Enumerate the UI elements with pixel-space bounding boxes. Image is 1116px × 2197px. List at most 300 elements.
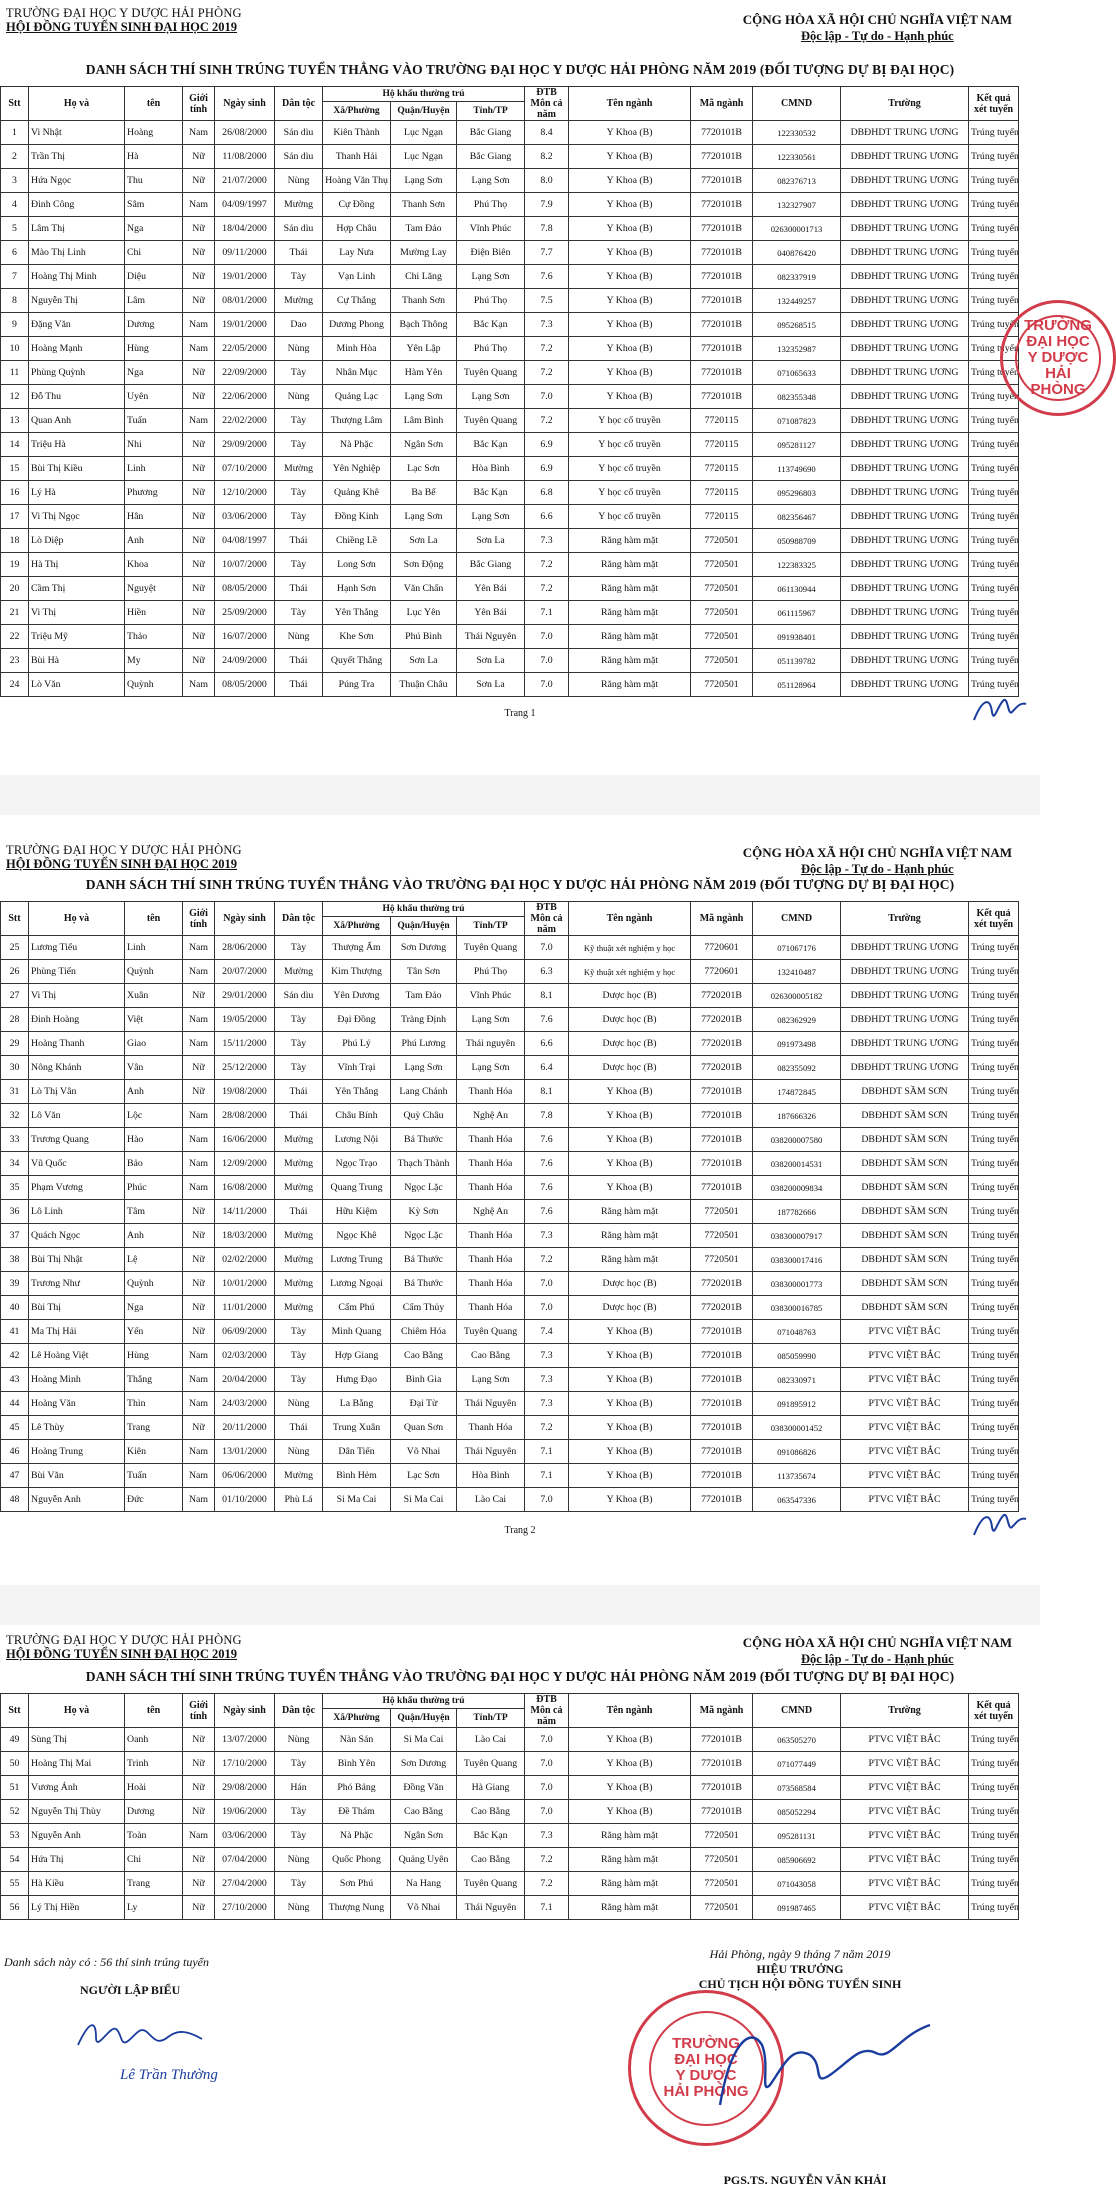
table-cell: DBĐHDT TRUNG ƯƠNG [841, 553, 969, 577]
table-cell: Nhân Mục [323, 361, 391, 385]
table-cell: Mường [275, 1464, 323, 1488]
table-cell: Toàn [125, 1824, 183, 1848]
table-cell: Trúng tuyển [969, 145, 1019, 169]
table-cell: 7720501 [691, 1248, 753, 1272]
table-cell: 7720101B [691, 265, 753, 289]
stamp-line: Y DƯỢC [1027, 348, 1089, 366]
table-cell: 061115967 [753, 601, 841, 625]
table-cell: Hoàng Minh [29, 1368, 125, 1392]
table-cell: 48 [1, 1488, 29, 1512]
table-cell: Tuấn [125, 1464, 183, 1488]
table-cell: 7720101B [691, 1128, 753, 1152]
table-cell: Cẩm Thủy [391, 1296, 457, 1320]
table-cell: 7720101B [691, 1080, 753, 1104]
table-cell: Lục Ngạn [391, 121, 457, 145]
table-cell: Chiêm Hóa [391, 1320, 457, 1344]
table-cell: Phù Lá [275, 1488, 323, 1512]
table-cell: DBĐHDT TRUNG ƯƠNG [841, 529, 969, 553]
table-cell: Nữ [183, 529, 215, 553]
table-cell: Cự Thắng [323, 289, 391, 313]
table-cell: PTVC VIỆT BẮC [841, 1824, 969, 1848]
col-truong: Trường [841, 1694, 969, 1728]
table-cell: 113735674 [753, 1464, 841, 1488]
table-row [1, 1368, 1019, 1392]
table-cell: Y Khoa (B) [569, 337, 691, 361]
table-cell: Lâm [125, 289, 183, 313]
table-row [1, 1872, 1019, 1896]
table-cell: 25/12/2000 [215, 1056, 275, 1080]
table-cell: 7.3 [525, 1224, 569, 1248]
col-ho: Họ và [29, 1694, 125, 1728]
table-cell: Nhi [125, 433, 183, 457]
table-cell: 16 [1, 481, 29, 505]
table-cell: Nữ [183, 1776, 215, 1800]
table-header-row [1, 87, 1019, 102]
col-stt: Stt [1, 902, 29, 936]
table-cell: Quảng Uyên [391, 1848, 457, 1872]
table-cell: Sán dìu [275, 984, 323, 1008]
page-gap [0, 1585, 1040, 1625]
table-cell: Thanh Hóa [457, 1296, 525, 1320]
table-cell: Phùng Quỳnh [29, 361, 125, 385]
page-3 [0, 1625, 1040, 2197]
signer-role: HIỆU TRƯỞNG [756, 1962, 844, 1976]
table-cell: Đề Thám [323, 1800, 391, 1824]
table-cell: 7720101B [691, 241, 753, 265]
table-cell: Răng hàm mặt [569, 1896, 691, 1920]
table-cell: Linh [125, 457, 183, 481]
table-cell: Trúng tuyển [969, 1224, 1019, 1248]
table-cell: Hân [125, 505, 183, 529]
table-cell: Bạch Thông [391, 313, 457, 337]
table-cell: Trúng tuyển [969, 577, 1019, 601]
table-cell: Trúng tuyển [969, 385, 1019, 409]
table-cell: 132352987 [753, 337, 841, 361]
table-cell: Thanh Hóa [457, 1272, 525, 1296]
table-cell: 8.4 [525, 121, 569, 145]
table-cell: Nữ [183, 433, 215, 457]
table-cell: Vi Nhật [29, 121, 125, 145]
table-cell: Y Khoa (B) [569, 1320, 691, 1344]
table-cell: 051128964 [753, 673, 841, 697]
table-cell: 7.3 [525, 1344, 569, 1368]
table-cell: DBĐHDT TRUNG ƯƠNG [841, 145, 969, 169]
table-cell: Nữ [183, 505, 215, 529]
table-cell: Nam [183, 1824, 215, 1848]
table-cell: DBĐHDT SẦM SƠN [841, 1176, 969, 1200]
table-cell: 7720101B [691, 145, 753, 169]
table-cell: Lê Thùy [29, 1416, 125, 1440]
table-cell: Trúng tuyển [969, 1392, 1019, 1416]
table-cell: Bắc Kạn [457, 433, 525, 457]
table-cell: Lương Nội [323, 1128, 391, 1152]
table-row [1, 289, 1019, 313]
table-cell: 13/07/2000 [215, 1728, 275, 1752]
candidate-table [0, 86, 1019, 697]
table-cell: 132410487 [753, 960, 841, 984]
table-cell: Bùi Hà [29, 649, 125, 673]
table-cell: DBĐHDT TRUNG ƯƠNG [841, 1032, 969, 1056]
table-cell: Nghệ An [457, 1104, 525, 1128]
table-cell: Chi Lăng [391, 265, 457, 289]
table-cell: Phú Thọ [457, 289, 525, 313]
table-cell: 7720501 [691, 673, 753, 697]
table-cell: DBĐHDT SẦM SƠN [841, 1128, 969, 1152]
table-cell: Nam [183, 960, 215, 984]
table-cell: Y Khoa (B) [569, 1152, 691, 1176]
table-cell: Nữ [183, 1224, 215, 1248]
table-cell: Mường [275, 193, 323, 217]
table-cell: Hứa Ngọc [29, 169, 125, 193]
table-cell: 7720101B [691, 121, 753, 145]
table-cell: Trúng tuyển [969, 121, 1019, 145]
table-cell: My [125, 649, 183, 673]
table-cell: Vĩnh Phúc [457, 217, 525, 241]
table-cell: 01/10/2000 [215, 1488, 275, 1512]
table-cell: Nam [183, 1368, 215, 1392]
table-cell: PTVC VIỆT BẮC [841, 1776, 969, 1800]
table-cell: Y Khoa (B) [569, 1752, 691, 1776]
table-cell: PTVC VIỆT BẮC [841, 1872, 969, 1896]
table-cell: 7.5 [525, 289, 569, 313]
table-cell: Mường [275, 1248, 323, 1272]
col-dantoc: Dân tộc [275, 902, 323, 936]
table-cell: Răng hàm mặt [569, 1224, 691, 1248]
table-cell: Dương Phong [323, 313, 391, 337]
table-cell: Uyên [125, 385, 183, 409]
table-cell: DBĐHDT TRUNG ƯƠNG [841, 385, 969, 409]
table-cell: Si Ma Cai [323, 1488, 391, 1512]
table-cell: DBĐHDT TRUNG ƯƠNG [841, 457, 969, 481]
table-cell: 7.2 [525, 337, 569, 361]
table-cell: 7720101B [691, 361, 753, 385]
table-cell: DBĐHDT SẦM SƠN [841, 1248, 969, 1272]
table-cell: 04/08/1997 [215, 529, 275, 553]
table-cell: 18/03/2000 [215, 1224, 275, 1248]
table-cell: Nam [183, 409, 215, 433]
table-cell: Tam Đảo [391, 984, 457, 1008]
table-cell: Y Khoa (B) [569, 1464, 691, 1488]
table-cell: 08/05/2000 [215, 673, 275, 697]
table-cell: 37 [1, 1224, 29, 1248]
table-cell: Phùng Tiến [29, 960, 125, 984]
table-row [1, 265, 1019, 289]
table-cell: 071048763 [753, 1320, 841, 1344]
table-cell: 082330971 [753, 1368, 841, 1392]
table-cell: Lạng Sơn [457, 1056, 525, 1080]
table-cell: Phú Lý [323, 1032, 391, 1056]
table-cell: Trúng tuyển [969, 1752, 1019, 1776]
table-cell: 13/01/2000 [215, 1440, 275, 1464]
table-cell: Trúng tuyển [969, 1776, 1019, 1800]
table-row [1, 1248, 1019, 1272]
table-cell: 12/09/2000 [215, 1152, 275, 1176]
table-cell: 7720501 [691, 1824, 753, 1848]
table-cell: Mường [275, 1296, 323, 1320]
list-title: DANH SÁCH THÍ SINH TRÚNG TUYỂN THẲNG VÀO TRƯỜNG ĐẠI HỌC Y DƯỢC HẢI PHÒNG NĂM 2019 (ĐỐI TƯỢNG DỰ BỊ ĐẠI HỌC) [85, 877, 955, 892]
table-cell: 52 [1, 1800, 29, 1824]
page-number: Trang 2 [504, 1525, 536, 1536]
table-cell: Tày [275, 265, 323, 289]
preparer-title: NGƯỜI LẬP BIỂU [80, 1983, 181, 1997]
table-cell: 7720101B [691, 1392, 753, 1416]
table-cell: Tuấn [125, 409, 183, 433]
table-cell: 7720201B [691, 984, 753, 1008]
table-cell: 12/10/2000 [215, 481, 275, 505]
table-row [1, 193, 1019, 217]
table-cell: 7720501 [691, 1896, 753, 1920]
table-cell: Thắng [125, 1368, 183, 1392]
table-cell: Lạng Sơn [457, 265, 525, 289]
table-cell: Trúng tuyển [969, 313, 1019, 337]
table-cell: 6.6 [525, 1032, 569, 1056]
table-cell: 11 [1, 361, 29, 385]
table-cell: 34 [1, 1152, 29, 1176]
table-cell: DBĐHDT TRUNG ƯƠNG [841, 361, 969, 385]
table-cell: Hoàng Văn [29, 1392, 125, 1416]
table-cell: 7.3 [525, 313, 569, 337]
table-cell: Vi Thị [29, 601, 125, 625]
table-cell: 071067176 [753, 936, 841, 960]
table-cell: Nữ [183, 457, 215, 481]
nation-header [743, 1635, 1012, 1667]
table-cell: Bùi Văn [29, 1464, 125, 1488]
table-cell: Tày [275, 1344, 323, 1368]
table-row [1, 1800, 1019, 1824]
table-cell: Võ Nhai [391, 1896, 457, 1920]
table-cell: 7.3 [525, 1368, 569, 1392]
table-cell: Sơn Dương [391, 1752, 457, 1776]
table-row [1, 121, 1019, 145]
table-cell: Trúng tuyển [969, 1104, 1019, 1128]
table-cell: Hoàng Thị Mai [29, 1752, 125, 1776]
table-cell: 7.0 [525, 1296, 569, 1320]
table-cell: 7.6 [525, 1176, 569, 1200]
table-cell: Mường [275, 457, 323, 481]
table-cell: 45 [1, 1416, 29, 1440]
table-cell: 36 [1, 1200, 29, 1224]
table-cell: Thanh Hóa [457, 1416, 525, 1440]
col-nganh: Tên ngành [569, 1694, 691, 1728]
table-cell: Trúng tuyển [969, 673, 1019, 697]
table-cell: Nam [183, 1464, 215, 1488]
table-cell: 10 [1, 337, 29, 361]
preparer-name: Lê Trần Thường [120, 2067, 218, 2083]
table-cell: 7720101B [691, 1776, 753, 1800]
table-cell: Ngọc Trạo [323, 1152, 391, 1176]
table-cell: Nữ [183, 1296, 215, 1320]
table-cell: Trúng tuyển [969, 1464, 1019, 1488]
org-header [6, 843, 242, 871]
table-cell: Hà [125, 145, 183, 169]
org-header [6, 6, 242, 34]
table-cell: 095268515 [753, 313, 841, 337]
table-cell: 10/01/2000 [215, 1272, 275, 1296]
col-ngaysinh: Ngày sinh [215, 87, 275, 121]
table-cell: 7720601 [691, 936, 753, 960]
table-row [1, 1344, 1019, 1368]
table-cell: Răng hàm mặt [569, 1200, 691, 1224]
table-cell: Răng hàm mặt [569, 1848, 691, 1872]
table-cell: Thu [125, 169, 183, 193]
table-row [1, 1896, 1019, 1920]
table-cell: Y Khoa (B) [569, 1728, 691, 1752]
table-cell: Sán dìu [275, 121, 323, 145]
table-cell: Nùng [275, 1440, 323, 1464]
table-cell: 19/05/2000 [215, 1008, 275, 1032]
table-row [1, 1728, 1019, 1752]
table-row [1, 1824, 1019, 1848]
col-quan: Quận/Huyện [391, 917, 457, 936]
table-cell: 038300016785 [753, 1296, 841, 1320]
stamp-line: HẢI PHÒNG [1030, 364, 1086, 398]
table-cell: Nữ [183, 1752, 215, 1776]
table-cell: 7.0 [525, 673, 569, 697]
table-cell: 7720115 [691, 481, 753, 505]
table-cell: Nữ [183, 289, 215, 313]
table-cell: Nam [183, 121, 215, 145]
table-cell: Tày [275, 936, 323, 960]
table-cell: Triệu Mỹ [29, 625, 125, 649]
table-cell: Thanh Hóa [457, 1152, 525, 1176]
table-cell: Nùng [275, 169, 323, 193]
table-cell: Trúng tuyển [969, 1728, 1019, 1752]
table-cell: 24/09/2000 [215, 649, 275, 673]
table-cell: Trúng tuyển [969, 481, 1019, 505]
table-cell: DBĐHDT TRUNG ƯƠNG [841, 1008, 969, 1032]
table-cell: 7720101B [691, 1800, 753, 1824]
table-cell: 7.6 [525, 1008, 569, 1032]
table-cell: 071065633 [753, 361, 841, 385]
table-cell: Nữ [183, 241, 215, 265]
table-cell: 20 [1, 577, 29, 601]
table-cell: 187666326 [753, 1104, 841, 1128]
table-cell: Thanh Hóa [457, 1080, 525, 1104]
table-cell: 03/06/2000 [215, 505, 275, 529]
table-cell: Nữ [183, 553, 215, 577]
table-cell: DBĐHDT TRUNG ƯƠNG [841, 433, 969, 457]
table-cell: Răng hàm mặt [569, 649, 691, 673]
table-cell: Khe Sơn [323, 625, 391, 649]
table-cell: Trúng tuyển [969, 241, 1019, 265]
table-cell: Vi Thị [29, 984, 125, 1008]
table-cell: DBĐHDT SẦM SƠN [841, 1272, 969, 1296]
table-cell: PTVC VIỆT BẮC [841, 1800, 969, 1824]
table-cell: Lô Linh [29, 1200, 125, 1224]
table-cell: 6.9 [525, 457, 569, 481]
table-cell: 7.1 [525, 1464, 569, 1488]
table-cell: 7720101B [691, 193, 753, 217]
table-cell: PTVC VIỆT BẮC [841, 1368, 969, 1392]
col-nganh: Tên ngành [569, 87, 691, 121]
table-cell: DBĐHDT TRUNG ƯƠNG [841, 121, 969, 145]
table-row [1, 1056, 1019, 1080]
page-gap [0, 775, 1040, 815]
council-name: HỘI ĐỒNG TUYỂN SINH ĐẠI HỌC 2019 [6, 857, 238, 871]
table-cell: 091987465 [753, 1896, 841, 1920]
table-cell: 7720101B [691, 313, 753, 337]
table-cell: Nam [183, 1104, 215, 1128]
table-cell: Đồng Văn [391, 1776, 457, 1800]
table-row [1, 1128, 1019, 1152]
table-cell: 43 [1, 1368, 29, 1392]
table-cell: 24/03/2000 [215, 1392, 275, 1416]
table-cell: Trương Như [29, 1272, 125, 1296]
table-cell: Lào Cai [457, 1728, 525, 1752]
table-cell: DBĐHDT TRUNG ƯƠNG [841, 936, 969, 960]
table-cell: Nguyễn Anh [29, 1824, 125, 1848]
table-cell: 4 [1, 193, 29, 217]
table-cell: Trúng tuyển [969, 169, 1019, 193]
table-cell: Nữ [183, 1056, 215, 1080]
table-cell: 20/04/2000 [215, 1368, 275, 1392]
table-cell: Y Khoa (B) [569, 145, 691, 169]
table-row [1, 337, 1019, 361]
table-cell: Hào [125, 1128, 183, 1152]
table-cell: Hợp Giang [323, 1344, 391, 1368]
table-cell: Tày [275, 409, 323, 433]
table-cell: Y Khoa (B) [569, 1344, 691, 1368]
table-cell: Trúng tuyển [969, 1848, 1019, 1872]
table-row [1, 1008, 1019, 1032]
table-cell: Nữ [183, 1248, 215, 1272]
table-cell: Lò Thị Vân [29, 1080, 125, 1104]
table-cell: Răng hàm mặt [569, 577, 691, 601]
table-cell: 063505270 [753, 1728, 841, 1752]
table-cell: Lệ [125, 1248, 183, 1272]
table-cell: Lạng Sơn [457, 385, 525, 409]
col-ngaysinh: Ngày sinh [215, 1694, 275, 1728]
table-cell: Tày [275, 1872, 323, 1896]
col-truong: Trường [841, 902, 969, 936]
table-cell: DBĐHDT TRUNG ƯƠNG [841, 217, 969, 241]
table-cell: Tày [275, 361, 323, 385]
council-name: HỘI ĐỒNG TUYỂN SINH ĐẠI HỌC 2019 [6, 20, 238, 34]
table-row [1, 385, 1019, 409]
table-cell: Trúng tuyển [969, 1320, 1019, 1344]
table-cell: Y Khoa (B) [569, 1800, 691, 1824]
table-cell: Thái [275, 673, 323, 697]
table-cell: Tâm [125, 1200, 183, 1224]
table-cell: 7720501 [691, 1224, 753, 1248]
table-cell: 26/08/2000 [215, 121, 275, 145]
table-cell: Trúng tuyển [969, 217, 1019, 241]
table-cell: PTVC VIỆT BẮC [841, 1440, 969, 1464]
table-cell: 28/08/2000 [215, 1104, 275, 1128]
table-cell: 085059990 [753, 1344, 841, 1368]
table-cell: Y Khoa (B) [569, 289, 691, 313]
table-cell: 7720115 [691, 505, 753, 529]
table-row [1, 1320, 1019, 1344]
table-cell: Hà Thị [29, 553, 125, 577]
table-cell: DBĐHDT TRUNG ƯƠNG [841, 265, 969, 289]
table-cell: 038200007580 [753, 1128, 841, 1152]
table-cell: Linh [125, 936, 183, 960]
page-number: Trang 1 [504, 708, 536, 719]
table-cell: Nàn Sán [323, 1728, 391, 1752]
table-cell: 21 [1, 601, 29, 625]
table-cell: PTVC VIỆT BẮC [841, 1848, 969, 1872]
table-cell: 082355092 [753, 1056, 841, 1080]
table-cell: Hưng Đạo [323, 1368, 391, 1392]
table-cell: Nữ [183, 481, 215, 505]
table-cell: 14 [1, 433, 29, 457]
table-cell: Trúng tuyển [969, 1056, 1019, 1080]
table-cell: 7720101B [691, 385, 753, 409]
table-row [1, 1488, 1019, 1512]
table-cell: Trúng tuyển [969, 1344, 1019, 1368]
table-cell: DBĐHDT TRUNG ƯƠNG [841, 169, 969, 193]
